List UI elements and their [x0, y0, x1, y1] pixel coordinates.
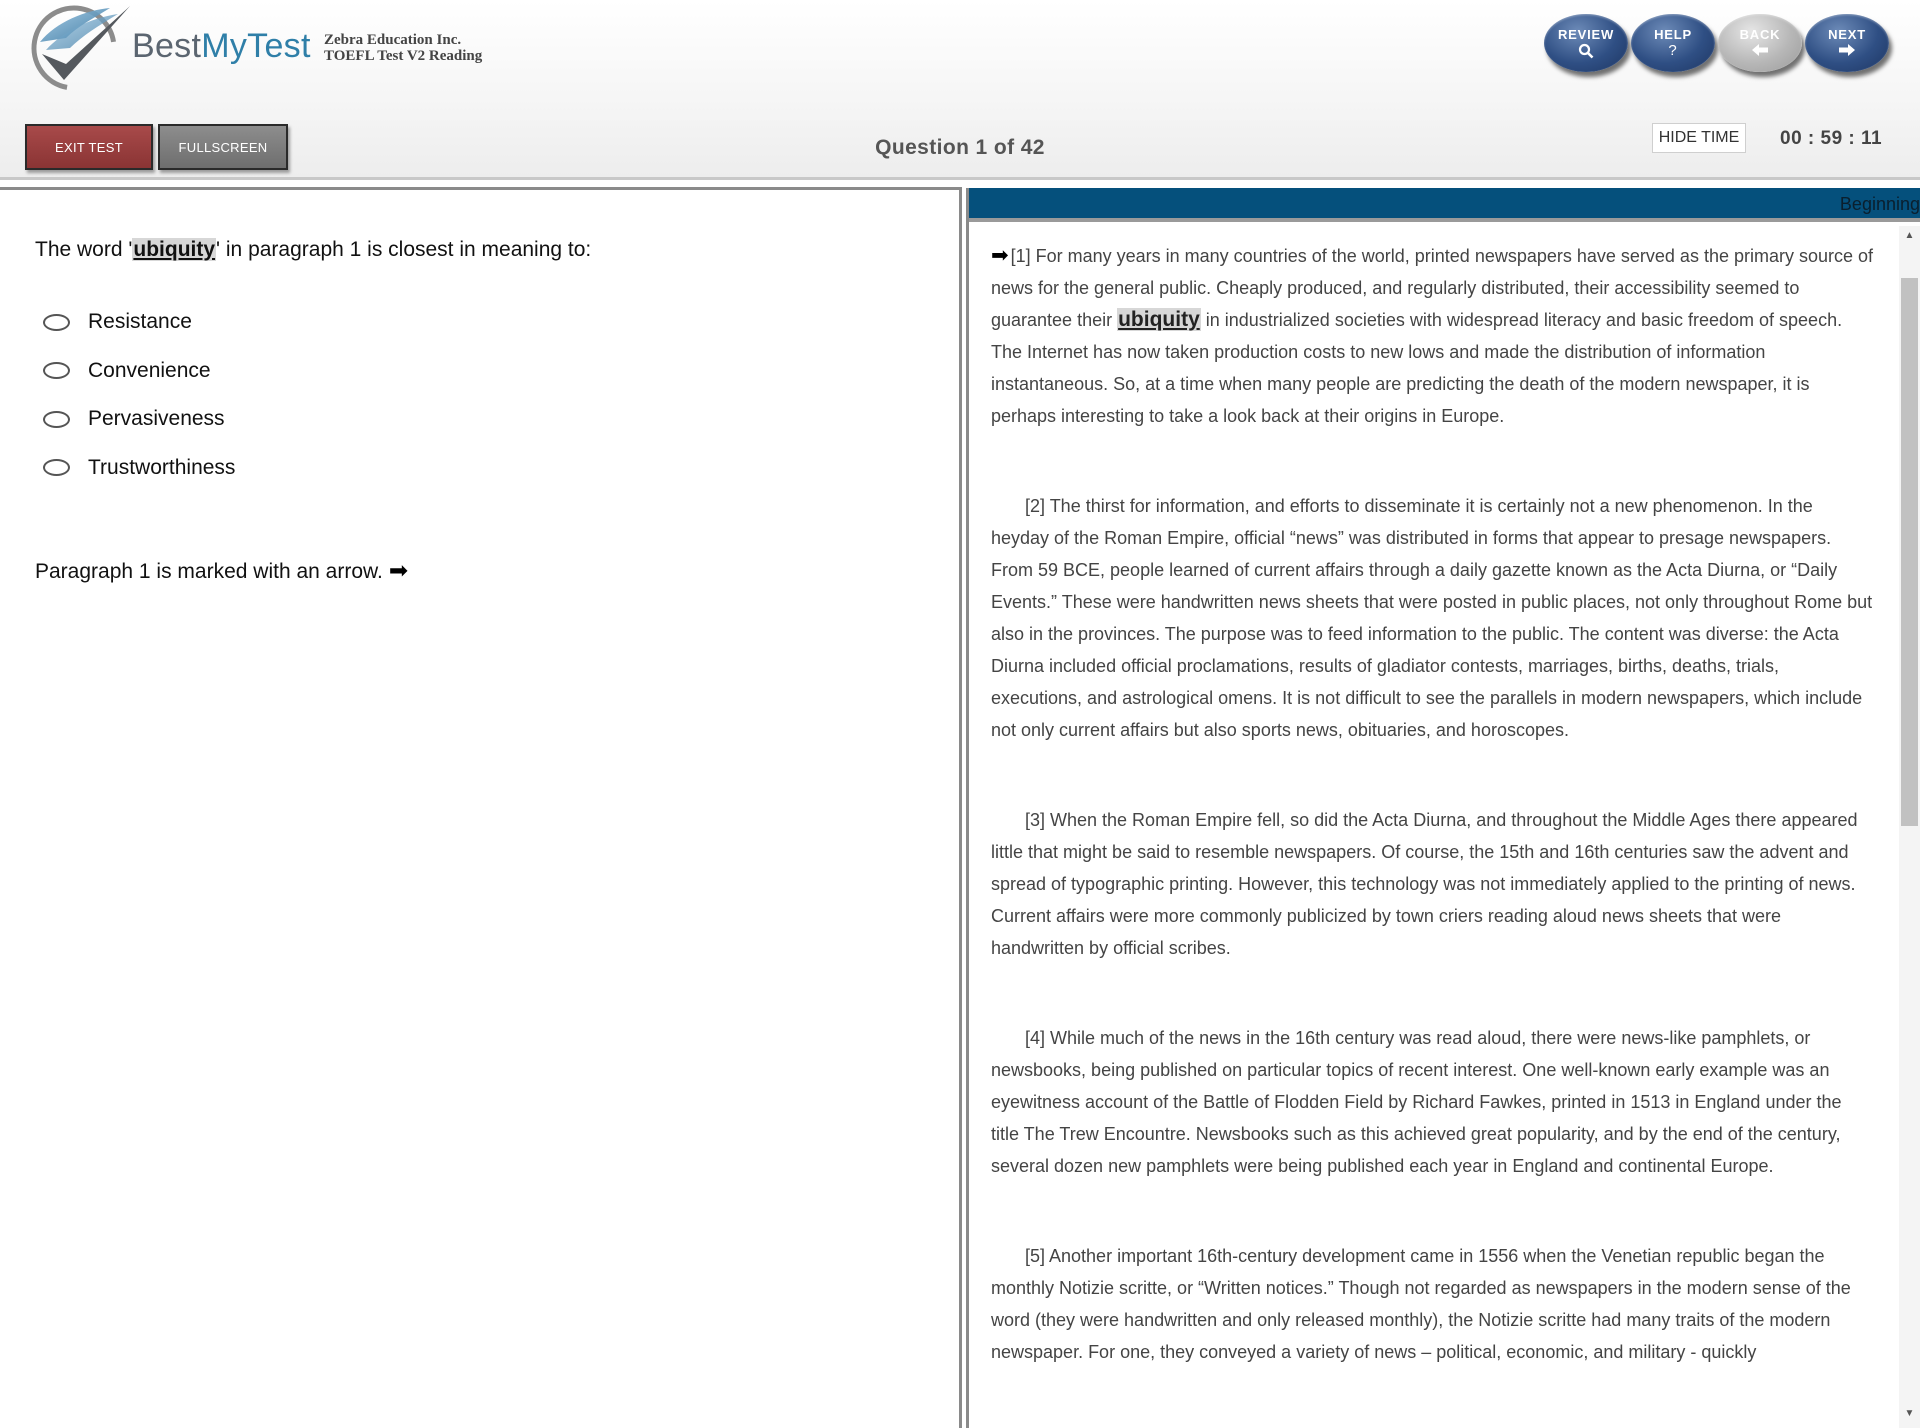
hide-time-button[interactable]: HIDE TIME — [1652, 123, 1746, 153]
paragraph-2: [2] The thirst for information, and efforts to disseminate it is certainly not a new phenomenon. In the heyday of the Roman Empire, official “news” was distributed in forms that appear to presage newspapers. From 59 BCE, people learned of current affairs through a daily gazette known as the Acta Diurna, or “Daily Events.” These were handwritten news sheets that were posted in public places, not only throughout Rome but also in the provinces. The purpose was to feed information to the public. The content was diverse: the Acta Diurna included official proclamations, results of gladiator contests, marriages, births, deaths, trials, executions, and astrological omens. It is not difficult to see the parallels in modern newspapers, which include not only current affairs but also sports news, obituaries, and horoscopes. — [991, 496, 1873, 740]
option-pervasiveness[interactable] — [43, 395, 235, 444]
option-convenience[interactable] — [43, 347, 235, 396]
highlighted-word: ubiquity — [133, 238, 216, 261]
arrow-right-icon: ➡ — [388, 557, 409, 583]
option-label: Trustworthiness — [88, 455, 236, 479]
answer-options — [43, 298, 235, 492]
radio-button[interactable] — [43, 314, 70, 331]
question-prefix: The word ' — [35, 238, 133, 261]
back-label: BACK — [1739, 27, 1781, 42]
passage-text — [969, 226, 1899, 1428]
review-label: REVIEW — [1557, 27, 1615, 42]
question-text — [35, 238, 591, 262]
paragraph-1-after: in industrialized societies with widespread literacy and basic freedom of speech. The Internet has now taken production costs to new lows and made the distribution of information instantaneous. So, at a time when many people are predicting the death of the modern newspaper, it is perhaps interesting to take a look back at their origins in Europe. — [991, 310, 1843, 426]
next-button[interactable] — [1805, 14, 1889, 72]
arrow-right-icon: ➡ — [991, 244, 1009, 267]
question-counter: Question 1 of 42 — [875, 136, 1045, 159]
company-name: Zebra Education Inc. — [324, 32, 462, 48]
exit-test-button[interactable]: EXIT TEST — [25, 124, 153, 170]
next-label: NEXT — [1828, 27, 1866, 42]
option-label: Resistance — [88, 310, 192, 334]
brand-part1: Best — [132, 27, 202, 65]
paragraph-4: [4] While much of the news in the 16th century was read aloud, there were news-like pamphlets, or newsbooks, being published on particular topics of recent interest. One well-known early example was an eyewitness account of the Battle of Flodden Field by Richard Fawkes, printed in 1513 in England under the title The Trew Encountre. Newsbooks such as this achieved great popularity, and by the end of the century, several dozen new pamphlets were being published each year in England and continental Europe. — [991, 1028, 1842, 1176]
arrow-left-icon — [1718, 43, 1802, 61]
passage-pane — [966, 188, 1920, 1428]
timer: 00 : 59 : 11 — [1780, 128, 1883, 149]
help-label: HELP — [1654, 27, 1692, 42]
bestmytest-logo — [26, 2, 138, 102]
brand-name — [132, 27, 311, 66]
back-button[interactable] — [1718, 14, 1802, 72]
brand-part2: MyTest — [201, 27, 311, 65]
paragraph-1-before: [1] For many years in many countries of the world, printed newspapers have served as the primary source of news for the general public. Cheaply produced, and regularly distributed, their accessibility seemed to guarantee their — [991, 246, 1874, 330]
passage-scrollbar[interactable] — [1899, 226, 1920, 1428]
radio-button[interactable] — [43, 362, 70, 379]
question-suffix: ' in paragraph 1 is closest in meaning to: — [216, 238, 592, 261]
search-icon — [1544, 43, 1628, 63]
option-label: Pervasiveness — [88, 407, 225, 431]
paragraph-note-text: Paragraph 1 is marked with an arrow. — [35, 560, 383, 583]
scroll-thumb[interactable] — [1901, 278, 1918, 826]
paragraph-3: [3] When the Roman Empire fell, so did the Acta Diurna, and throughout the Middle Ages there appeared little that might be said to resemble newspapers. Of course, the 15th and 16th centuries saw the advent and spread of typographic printing. However, this technology was not immediately applied to the printing of news. Current affairs were more commonly publicized by town criers reading aloud news sheets that were handwritten by official scribes. — [991, 810, 1858, 958]
review-button[interactable] — [1544, 14, 1628, 72]
scroll-down-icon[interactable]: ▼ — [1904, 1408, 1915, 1419]
beginning-label: Beginning — [1839, 194, 1920, 214]
paragraph-5: [5] Another important 16th-century development came in 1556 when the Venetian republic began the monthly Notizie scritte, or “Written notices.” Though not regarded as newspapers in the modern sense of the word (they were handwritten and only released monthly), the Notizie scritte had many traits of the modern newspaper. For one, they conveyed a variety of news – political, economic, and military - quickly — [991, 1246, 1851, 1362]
fullscreen-button[interactable]: FULLSCREEN — [158, 124, 288, 170]
header — [0, 0, 1920, 180]
company-block — [324, 32, 482, 64]
help-button[interactable] — [1631, 14, 1715, 72]
scroll-up-icon[interactable]: ▲ — [1904, 230, 1915, 241]
option-trustworthiness[interactable] — [43, 444, 235, 493]
question-icon: ? — [1668, 42, 1678, 59]
option-label: Convenience — [88, 358, 211, 382]
passage-header-bar — [969, 188, 1920, 222]
arrow-right-icon — [1805, 43, 1889, 61]
radio-button[interactable] — [43, 411, 70, 428]
question-pane — [0, 187, 962, 1428]
highlighted-word: ubiquity — [1118, 308, 1200, 331]
option-resistance[interactable] — [43, 298, 235, 347]
radio-button[interactable] — [43, 459, 70, 476]
paragraph-1 — [991, 240, 1873, 432]
paragraph-note — [35, 557, 408, 584]
test-name: TOEFL Test V2 Reading — [324, 48, 483, 64]
